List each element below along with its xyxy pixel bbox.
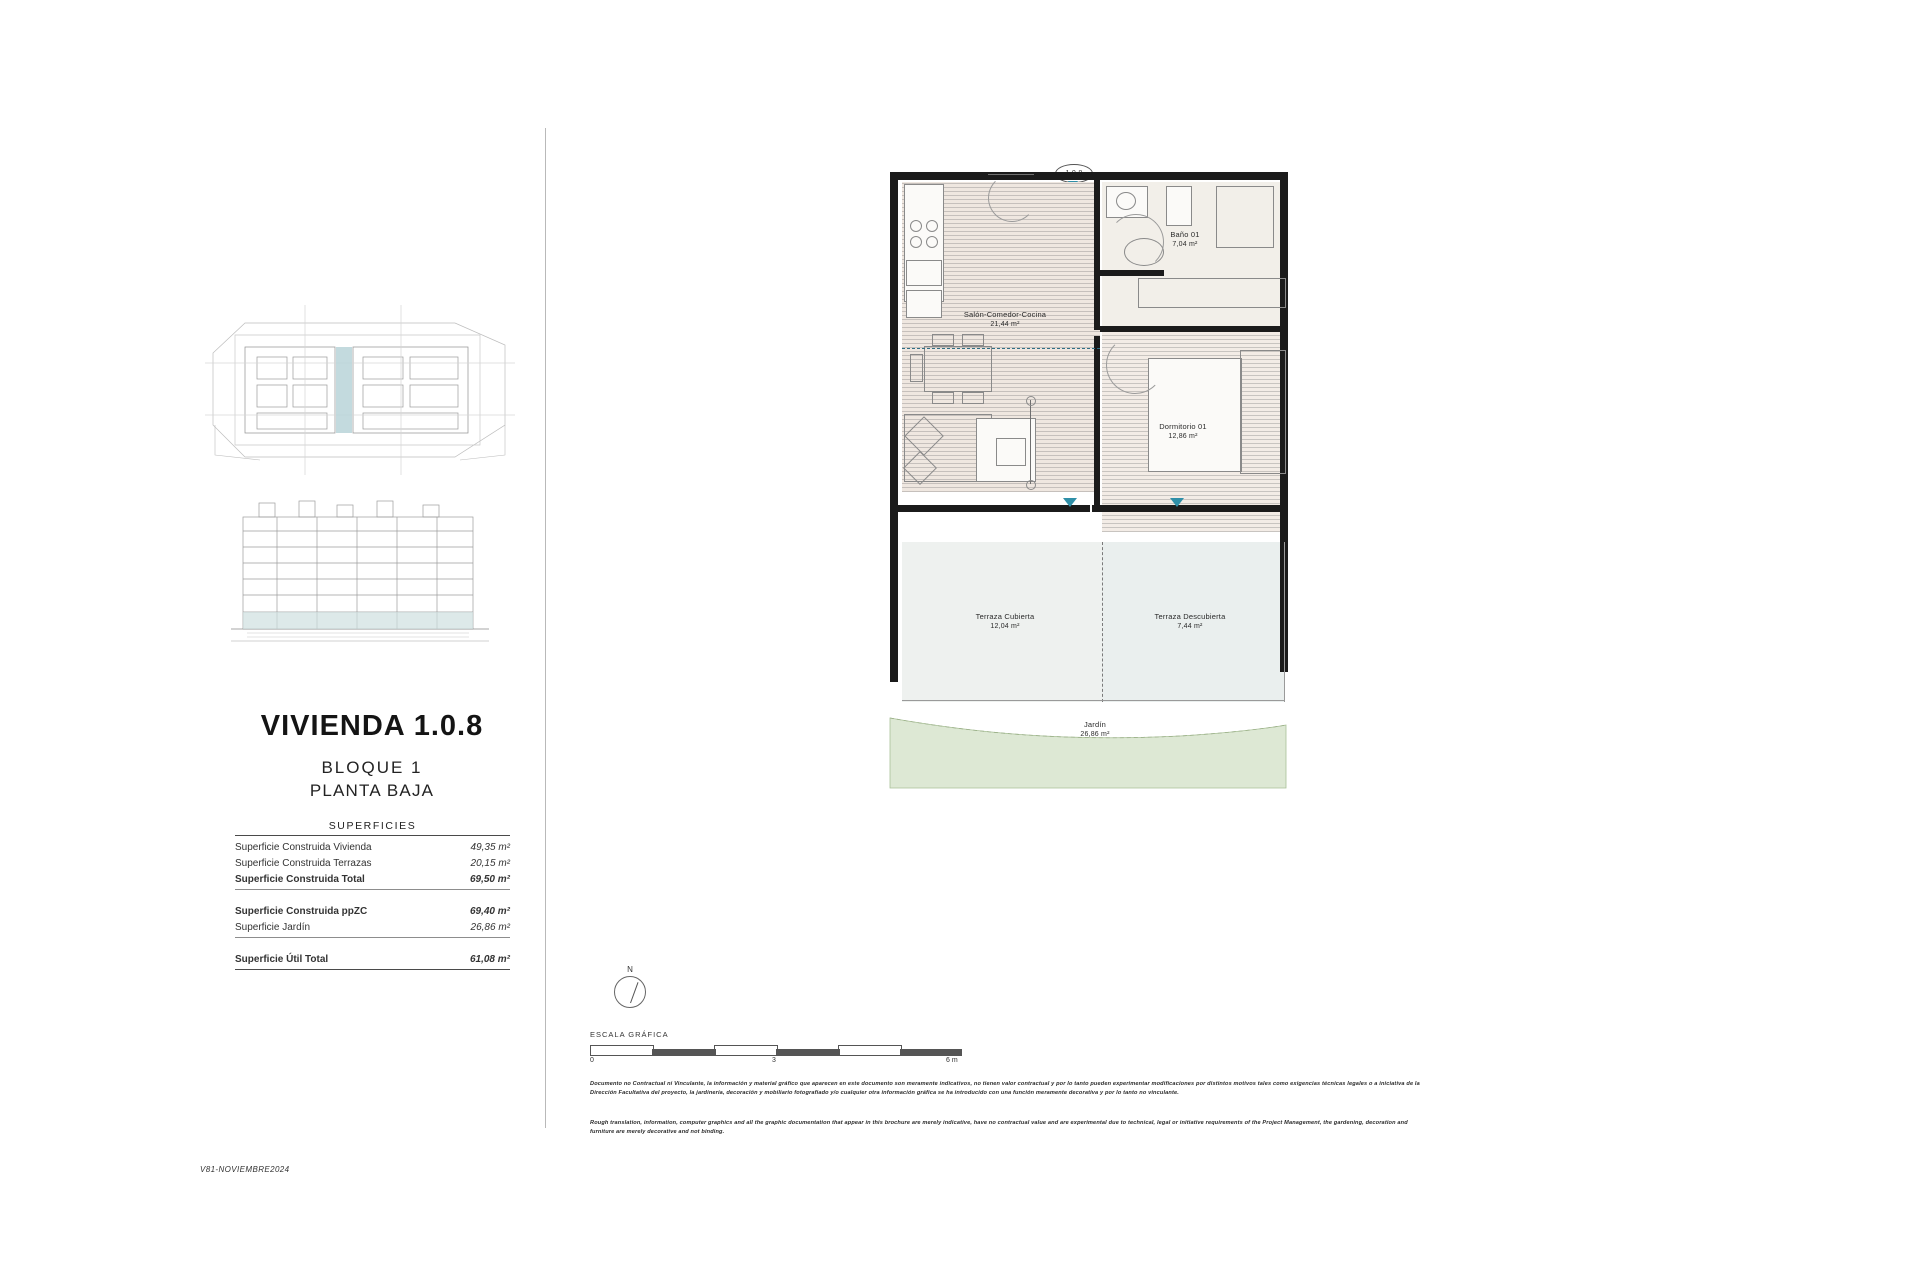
surface-value: 69,40 m² bbox=[469, 906, 510, 917]
room-label-bedroom: Dormitorio 01 12,86 m² bbox=[1159, 422, 1207, 441]
cooktop-burner-icon bbox=[926, 220, 938, 232]
surface-label: Superficie Jardín bbox=[235, 922, 311, 933]
cooktop-burner-icon bbox=[910, 220, 922, 232]
dining-chair bbox=[910, 354, 923, 382]
table-row bbox=[235, 855, 510, 871]
surface-value: 69,50 m² bbox=[469, 874, 510, 885]
graphic-scale bbox=[590, 1030, 970, 1067]
dining-chair bbox=[932, 334, 954, 346]
legal-disclaimer bbox=[590, 1080, 1430, 1149]
table-row bbox=[235, 871, 510, 887]
wall-bath-partition bbox=[1100, 270, 1164, 276]
scale-tick: 6 m bbox=[946, 1057, 958, 1064]
surfaces-header: SUPERFICIES bbox=[235, 820, 510, 836]
dining-chair bbox=[932, 392, 954, 404]
wall-internal-vertical-upper bbox=[1094, 180, 1100, 330]
north-label: N bbox=[627, 965, 633, 974]
bedroom-door-swing bbox=[1106, 336, 1164, 394]
wall-internal-vertical-lower bbox=[1094, 336, 1100, 508]
terrace-edge-line bbox=[902, 700, 1284, 701]
surfaces-table bbox=[235, 820, 510, 970]
wall-top bbox=[890, 172, 1288, 180]
legal-text-en: Rough translation, information, computer graphics and all the graphic documentation that appear in this brochure are merely indicative, have no contractual value and are experimental due to technical, legal or initiative requirements of the Project Management, the gardening, decoration and furniture are merely decorative and not binding. bbox=[590, 1120, 1408, 1135]
floor-label: PLANTA BAJA bbox=[309, 780, 435, 800]
wall-bottom-left bbox=[890, 505, 1090, 512]
scale-ticks bbox=[590, 1055, 960, 1067]
wardrobe bbox=[1138, 278, 1286, 308]
table-row bbox=[235, 903, 510, 919]
surface-label: Superficie Construida ppZC bbox=[235, 906, 368, 917]
north-indicator bbox=[600, 965, 660, 1025]
toilet bbox=[1166, 186, 1192, 226]
terrace-divider-line bbox=[1102, 542, 1103, 702]
garden-shape bbox=[880, 670, 1360, 820]
room-label-living: Salón-Comedor-Cocina 21,44 m² bbox=[963, 310, 1047, 329]
scale-tick: 3 bbox=[772, 1057, 776, 1064]
washbasin-icon bbox=[1116, 192, 1136, 210]
door-pivot-icon bbox=[1026, 480, 1036, 490]
highlighted-unit bbox=[336, 347, 352, 433]
wall-terrace-left bbox=[890, 512, 898, 682]
title-block bbox=[232, 710, 512, 803]
scale-tick: 0 bbox=[590, 1057, 594, 1064]
cooktop-burner-icon bbox=[910, 236, 922, 248]
surface-value: 20,15 m² bbox=[470, 858, 510, 869]
coffee-table bbox=[996, 438, 1026, 466]
table-row bbox=[235, 836, 510, 855]
legal-text-es: Documento no Contractual ni Vinculante, la información y material gráfico que aparecen en este documento son meramente indicativos, no tienen valor contractual y por lo tanto pueden experimentar modificaciones por distintos motivos tales como exigencias técnicas legales o a iniciativa de la Dirección Facultativa del proyecto, la jardinería, decoración y mobiliario fotografiado y/o cualquier otra información gráfica se ha introducido con una función meramente decorativa y por lo tanto no vinculante. bbox=[590, 1081, 1420, 1096]
wall-bottom-right bbox=[1092, 505, 1288, 512]
floor-plan-drawing bbox=[880, 150, 1360, 940]
entry-door-swing bbox=[988, 174, 1036, 222]
block-label: BLOQUE 1 bbox=[321, 758, 423, 777]
terrace-access-marker-icon bbox=[1063, 498, 1077, 507]
terrace-right-edge bbox=[1284, 542, 1285, 702]
table-row bbox=[235, 919, 510, 935]
room-label-open-terrace: Terraza Descubierta 7,44 m² bbox=[1154, 612, 1226, 631]
bedside-zone bbox=[1240, 350, 1286, 474]
cooktop-burner-icon bbox=[926, 236, 938, 248]
kitchen-sink bbox=[906, 260, 942, 286]
surface-label: Superficie Útil Total bbox=[235, 954, 329, 965]
surface-value: 26,86 m² bbox=[470, 922, 510, 933]
page-title: VIVIENDA 1.0.8 bbox=[260, 710, 484, 742]
compass-icon bbox=[614, 976, 646, 1008]
surface-label: Superficie Construida Terrazas bbox=[235, 858, 372, 869]
site-key-plan bbox=[205, 305, 515, 475]
vertical-divider bbox=[545, 128, 546, 1128]
room-label-covered-terrace: Terraza Cubierta 12,04 m² bbox=[975, 612, 1035, 631]
scale-bar bbox=[590, 1045, 960, 1055]
wall-bedroom-top bbox=[1100, 326, 1286, 332]
room-label-bath: Baño 01 7,04 m² bbox=[1170, 230, 1200, 249]
wall-left bbox=[890, 172, 898, 512]
scale-title: ESCALA GRÁFICA bbox=[590, 1030, 669, 1039]
dining-table bbox=[924, 346, 992, 392]
kitchen-appliance bbox=[906, 290, 942, 318]
dining-chair bbox=[962, 392, 984, 404]
surface-value: 61,08 m² bbox=[469, 954, 510, 965]
surface-value: 49,35 m² bbox=[470, 842, 510, 853]
sliding-door-track bbox=[1030, 400, 1031, 484]
door-pivot-icon bbox=[1026, 396, 1036, 406]
room-label-garden: Jardín 26,86 m² bbox=[1080, 720, 1110, 739]
dining-chair bbox=[962, 334, 984, 346]
surface-label: Superficie Construida Vivienda bbox=[235, 842, 372, 853]
table-row bbox=[235, 951, 510, 967]
document-version: V81-NOVIEMBRE2024 bbox=[200, 1165, 290, 1174]
terrace-access-marker-icon bbox=[1170, 498, 1184, 507]
surface-label: Superficie Construida Total bbox=[235, 874, 365, 885]
building-elevation bbox=[225, 495, 505, 655]
section-line bbox=[902, 348, 1100, 349]
